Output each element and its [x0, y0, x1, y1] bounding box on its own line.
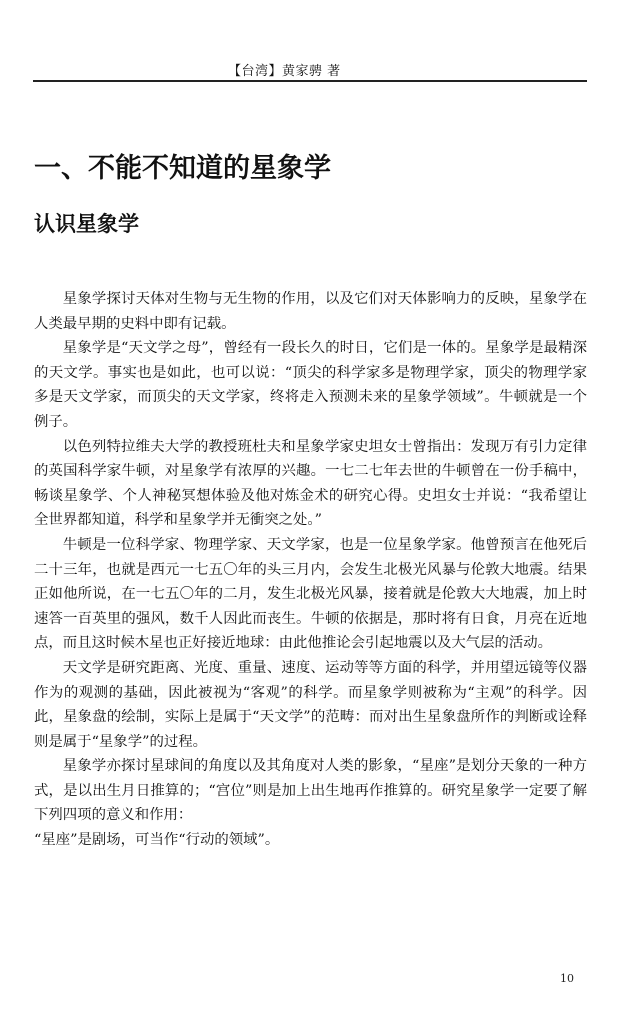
paragraph: 星象学是“天文学之母”，曾经有一段长久的时日，它们是一体的。星象学是最精深的天文学。事实也是如此，也可以说：“顶尖的科学家多是物理学家，顶尖的物理学家多是天文学家，而顶尖的天文学家，终将走入预测未来的星象学领域”。牛顿就是一个例子。 [34, 340, 587, 430]
header-rule [33, 80, 587, 82]
chapter-title: 一、不能不知道的星象学 [34, 153, 331, 184]
header-author: 【台湾】黄家骋 著 [228, 64, 341, 79]
page-number: 10 [560, 972, 574, 985]
paragraph: 星象学亦探讨星球间的角度以及其角度对人类的影象，“星座”是划分天象的一种方式，是以出生月日推算的；“宫位”则是加上出生地再作推算的。研究星象学一定要了解下列四项的意义和作用： [34, 758, 587, 824]
paragraph: 天文学是研究距离、光度、重量、速度、运动等等方面的科学，并用望远镜等仪器作为的观测的基础，因此被视为“客观”的科学。而星象学则被称为“主观”的科学。因此，星象盘的绘制，实际上是属于“天文学”的范畴：而对出生星象盘所作的判断或诠释则是属于“星象学”的过程。 [34, 659, 587, 750]
paragraph: 星象学探讨天体对生物与无生物的作用，以及它们对天体影响力的反映，星象学在人类最早期的史料中即有记载。 [34, 291, 587, 332]
paragraph: 牛顿是一位科学家、物理学家、天文学家，也是一位星象学家。他曾预言在他死后二十三年，也就是西元一七五〇年的头三月内，会发生北极光风暴与伦敦大地震。结果正如他所说，在一七五〇年的二月，发生北极光风暴，接着就是伦敦大大地震，加上时速答一百英里的强风，数千人因此而丧生。牛顿的依据是，那时将有日食，月亮在近地点，而且这时候木星也正好接近地球：由此他推论会引起地震以及大气层的活动。 [34, 536, 587, 652]
paragraph-last-line: “星座”是剧场，可当作“行动的领域”。 [34, 832, 280, 849]
paragraph: 以色列特拉维夫大学的教授班杜夫和星象学家史坦女士曾指出：发现万有引力定律的英国科学家牛顿，对星象学有浓厚的兴趣。一七二七年去世的牛顿曾在一份手稿中，畅谈星象学、个人神秘冥想体验及他对炼金术的研究心得。史坦女士并说：“我希望让全世界都知道，科学和星象学并无衝突之处。” [34, 438, 587, 529]
section-title: 认识星象学 [34, 212, 139, 236]
body-text [34, 287, 587, 853]
